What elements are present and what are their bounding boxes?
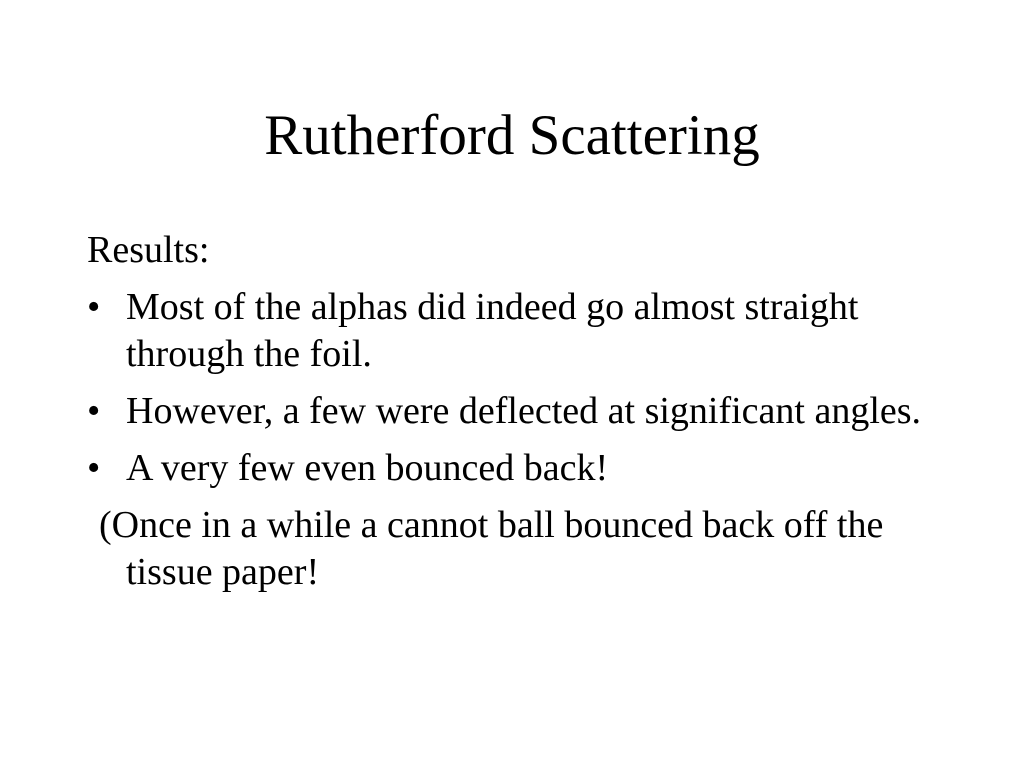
closing-note: (Once in a while a cannot ball bounced back off the tissue paper! — [99, 504, 884, 593]
bullet-text: However, a few were deflected at significant angles. — [126, 390, 922, 432]
results-label: Results: — [87, 229, 210, 271]
bullet-icon: • — [87, 390, 101, 432]
bullet-item — [87, 388, 967, 435]
bullet-icon: • — [87, 286, 101, 328]
slide-body — [87, 227, 967, 596]
bullet-item — [87, 445, 967, 492]
bullet-text: A very few even bounced back! — [126, 447, 609, 489]
bullet-text: Most of the alphas did indeed go almost straight through the foil. — [126, 286, 859, 375]
bullet-icon: • — [87, 447, 101, 489]
bullet-item — [87, 284, 967, 378]
slide-title: Rutherford Scattering — [264, 104, 760, 167]
